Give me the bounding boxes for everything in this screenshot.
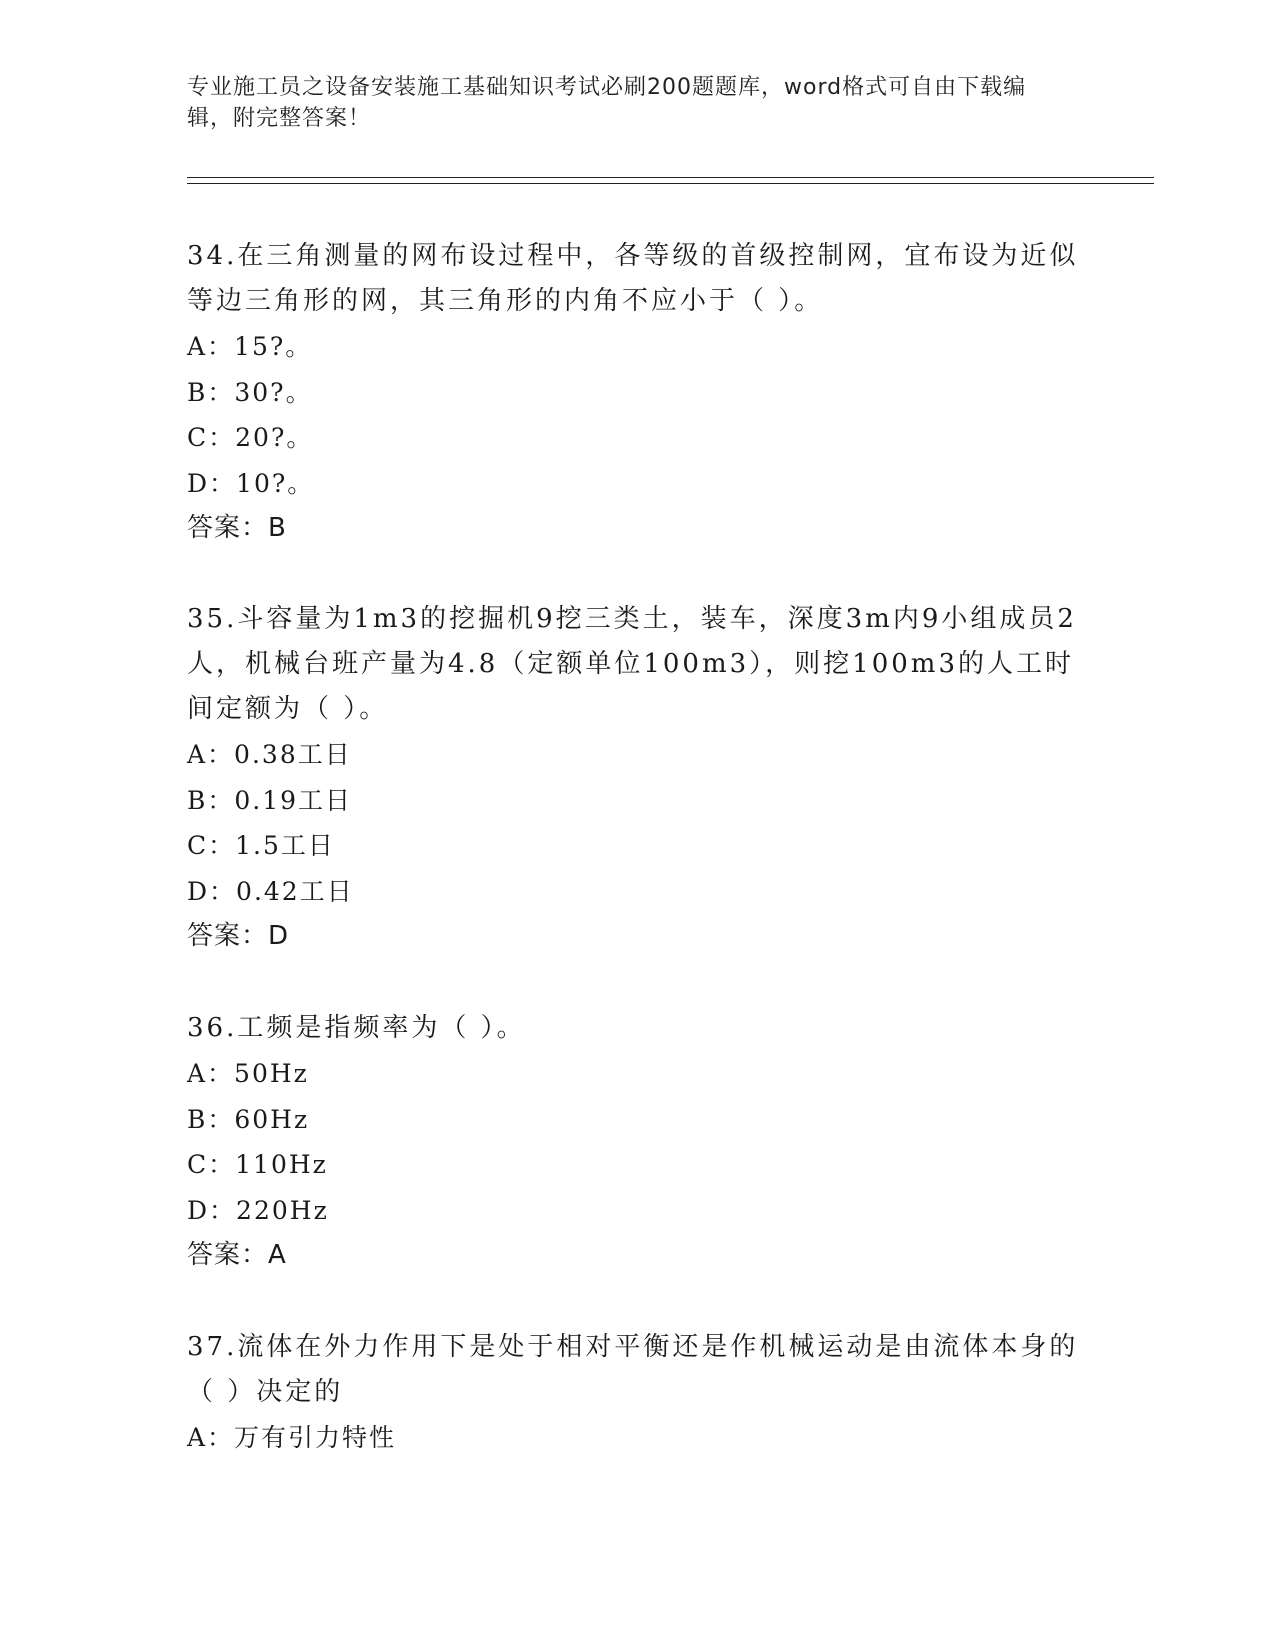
option-d: D：220Hz	[187, 1195, 329, 1225]
option-c: C：110Hz	[187, 1150, 328, 1179]
answer: 答案：A	[187, 1240, 287, 1270]
option-b: B：60Hz	[187, 1104, 310, 1134]
option-c: C：1.5工日	[187, 831, 335, 860]
option-a: A：0.38工日	[187, 740, 352, 769]
answer: 答案：D	[187, 921, 290, 951]
option-a: A：万有引力特性	[187, 1423, 397, 1452]
header-rule-bottom	[187, 183, 1154, 184]
option-a: A：15?。	[187, 332, 313, 361]
question-text: 35.斗容量为1m3的挖掘机9挖三类土，装车，深度3m内9小组成员2人，机械台班产量为4.8（定额单位100m3），则挖100m3的人工时间定额为（ ）。	[187, 604, 1077, 724]
page-header: 专业施工员之设备安装施工基础知识考试必刷200题题库，word格式可自由下载编辑，附完整答案！	[187, 75, 1027, 131]
option-b: B：0.19工日	[187, 785, 353, 815]
question-36	[187, 1006, 1087, 1278]
option-d: D：10?。	[187, 468, 315, 498]
question-text: 37.流体在外力作用下是处于相对平衡还是作机械运动是由流体本身的（ ）决定的	[187, 1332, 1079, 1407]
option-d: D：0.42工日	[187, 876, 354, 906]
question-35	[187, 597, 1087, 959]
question-text: 34.在三角测量的网布设过程中，各等级的首级控制网，宜布设为近似等边三角形的网，其三角形的内角不应小于（ ）。	[187, 241, 1079, 316]
question-text: 36.工频是指频率为（ ）。	[187, 1013, 526, 1043]
question-34	[187, 234, 1087, 551]
option-c: C：20?。	[187, 423, 314, 452]
question-37	[187, 1325, 1087, 1461]
option-a: A：50Hz	[187, 1059, 309, 1088]
option-b: B：30?。	[187, 377, 313, 407]
header-rule-top	[187, 177, 1154, 178]
answer: 答案：B	[187, 513, 287, 543]
